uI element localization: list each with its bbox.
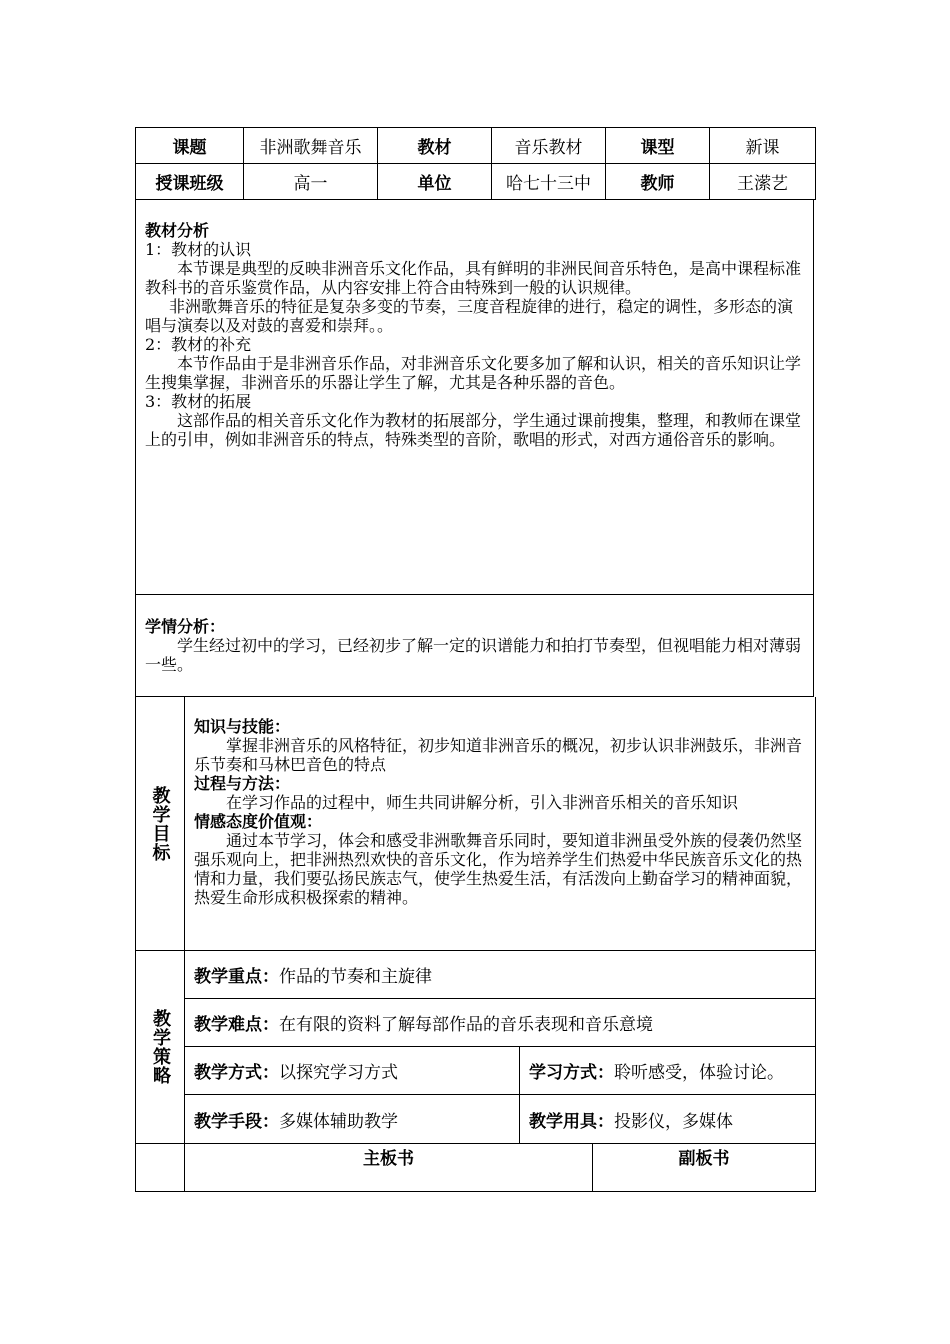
label-topic: 课题 — [136, 128, 244, 164]
student-analysis-section — [135, 595, 814, 697]
paragraph-1: 本节课是典型的反映非洲音乐文化作品，具有鲜明的非洲民间音乐特色，是高中课程标准教科书的音乐鉴赏作品，从内容安排上符合由特殊到一般的认识规律。 — [145, 259, 802, 297]
teaching-strategy-section — [135, 950, 816, 1144]
focus-label: 教学重点： — [194, 966, 279, 987]
teaching-mode-label: 教学方式： — [194, 1063, 279, 1083]
header-table — [135, 127, 816, 200]
main-board-header: 主板书 — [185, 1143, 593, 1191]
focus-row — [185, 950, 815, 999]
value-class: 高一 — [244, 164, 378, 200]
teaching-strategy-label-cell — [136, 950, 185, 1143]
board-blank-cell — [136, 1143, 185, 1191]
teaching-means-label: 教学手段： — [194, 1111, 279, 1132]
paragraph-3: 本节作品由于是非洲音乐作品，对非洲音乐文化要多加了解和认识，相关的音乐知识让学生搜集掌握，非洲音乐的乐器让学生了解，尤其是各种乐器的音色。 — [145, 354, 802, 392]
sub-board-header: 副板书 — [678, 1149, 730, 1169]
teaching-tools-label: 教学用具： — [529, 1111, 614, 1132]
subheading-1: 1：教材的认识 — [145, 240, 252, 259]
learning-mode-label: 学习方式： — [529, 1063, 614, 1083]
mode-row — [185, 1047, 815, 1095]
teaching-goals-label-cell — [136, 697, 185, 950]
paragraph-2: 非洲歌舞音乐的特征是复杂多变的节奏，三度音程旋律的进行，稳定的调性，多形态的演唱与演奏以及对鼓的喜爱和崇拜。。 — [145, 297, 794, 335]
label-lesson-type: 课型 — [606, 128, 710, 164]
difficulty-row — [185, 999, 815, 1047]
means-row — [185, 1095, 815, 1143]
paragraph-4: 这部作品的相关音乐文化作为教材的拓展部分，学生通过课前搜集，整理，和教师在课堂上的引申，例如非洲音乐的特点，特殊类型的音阶，歌唱的形式，对西方通俗音乐的影响。 — [145, 411, 802, 449]
value-teacher: 王潆艺 — [710, 164, 816, 200]
teaching-tools-value: 投影仪，多媒体 — [614, 1111, 733, 1132]
student-analysis-title: 学情分析： — [145, 617, 226, 636]
teaching-goals-label: 教学目标 — [149, 785, 171, 862]
method-text: 在学习作品的过程中，师生共同讲解分析，引入非洲音乐相关的音乐知识 — [226, 793, 739, 812]
subheading-2: 2：教材的补充 — [145, 335, 252, 354]
textbook-analysis-section — [135, 200, 814, 595]
label-unit: 单位 — [378, 164, 492, 200]
emotion-title: 情感态度价值观： — [194, 812, 323, 831]
difficulty-value: 在有限的资料了解每部作品的音乐表现和音乐意境 — [279, 1015, 653, 1035]
label-class: 授课班级 — [136, 164, 244, 200]
teaching-mode-value: 以探究学习方式 — [279, 1063, 398, 1083]
value-textbook: 音乐教材 — [492, 128, 606, 164]
difficulty-label: 教学难点： — [194, 1015, 279, 1035]
learning-mode-value: 聆听感受，体验讨论。 — [614, 1063, 784, 1083]
label-teacher: 教师 — [606, 164, 710, 200]
board-section — [135, 1143, 816, 1192]
teaching-goals-section — [135, 697, 816, 951]
label-textbook: 教材 — [378, 128, 492, 164]
teaching-means-value: 多媒体辅助教学 — [279, 1111, 398, 1132]
value-lesson-type: 新课 — [710, 128, 816, 164]
subheading-3: 3：教材的拓展 — [145, 392, 252, 411]
focus-value: 作品的节奏和主旋律 — [279, 966, 432, 987]
emotion-text: 通过本节学习，体会和感受非洲歌舞音乐同时，要知道非洲虽受外族的侵袭仍然坚强乐观向上，把非洲热烈欢快的音乐文化，作为培养学生们热爱中华民族音乐文化的热情和力量，我们要弘扬民族志气，使学生热爱生活，有活泼向上勤奋学习的精神面貌，热爱生命形成积极探索的精神。 — [194, 831, 803, 907]
teaching-strategy-label: 教学策略 — [150, 1008, 171, 1085]
value-unit: 哈七十三中 — [492, 164, 606, 200]
method-title: 过程与方法： — [194, 774, 291, 793]
knowledge-text: 掌握非洲音乐的风格特征，初步知道非洲音乐的概况，初步认识非洲鼓乐，非洲音乐节奏和马林巴音色的特点 — [194, 736, 803, 774]
knowledge-title: 知识与技能： — [194, 717, 291, 736]
textbook-analysis-title: 教材分析 — [145, 221, 210, 240]
student-analysis-text: 学生经过初中的学习，已经初步了解一定的识谱能力和拍打节奏型，但视唱能力相对薄弱一些。 — [145, 636, 802, 674]
value-topic: 非洲歌舞音乐 — [244, 128, 378, 164]
